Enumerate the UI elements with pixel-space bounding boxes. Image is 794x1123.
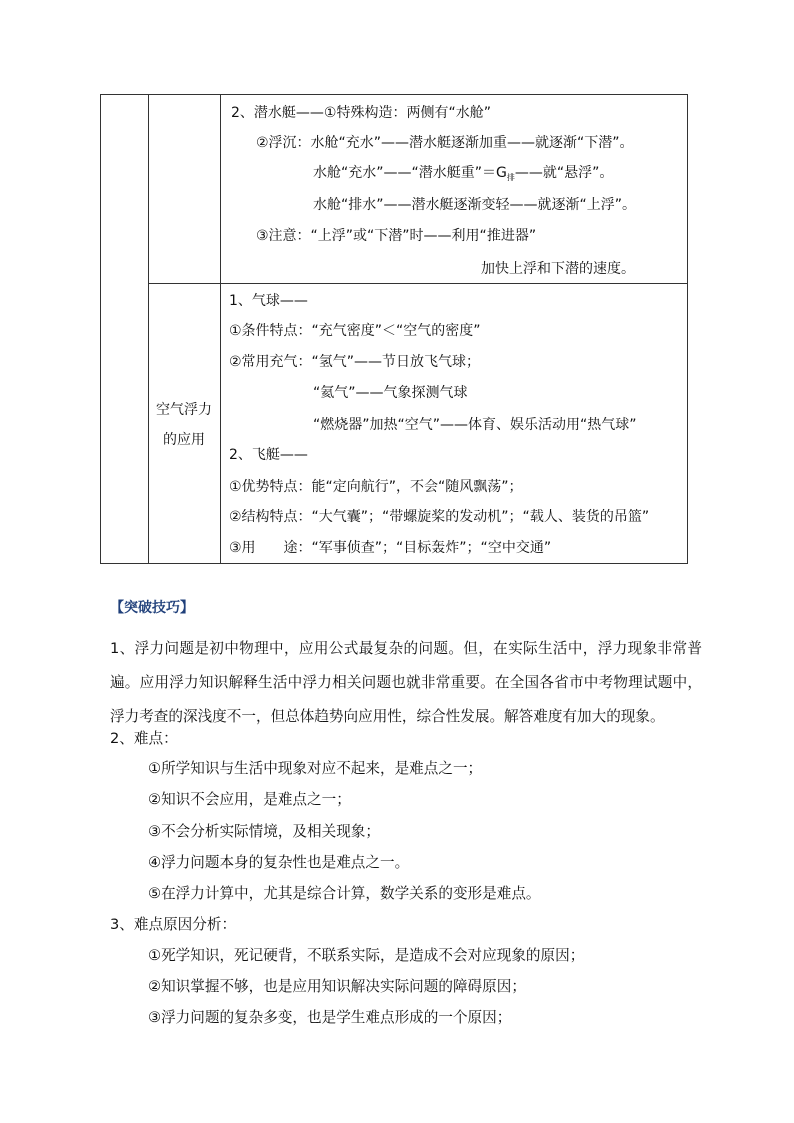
- item-3-point-2: ②知识掌握不够，也是应用知识解决实际问题的障碍原因；: [148, 978, 526, 995]
- knowledge-table: [100, 94, 688, 564]
- subscript-pai: 排: [506, 173, 515, 182]
- row-label-line-2: 的应用: [163, 432, 205, 448]
- table-divider-col2: [220, 95, 221, 563]
- submarine-line-1: 2、潜水艇——①特殊构造：两侧有“水舱”: [231, 105, 491, 121]
- table-divider-col1: [148, 95, 149, 563]
- paragraph-1: 1、浮力问题是初中物理中，应用公式最复杂的问题。但，在实际生活中，浮力现象非常普遍。应用浮力知识解释生活中浮力相关问题也就非常重要。在全国各省市中考物理试题中，浮力考查的深浅度不一，但总体趋势向应用性，综合性发展。解答难度有加大的现象。: [110, 640, 702, 725]
- submarine-line-6: 加快上浮和下潜的速度。: [481, 261, 635, 277]
- submarine-line-5: ③注意：“上浮”或“下潜”时——利用“推进器”: [256, 228, 537, 244]
- item-2-point-3: ③不会分析实际情境，及相关现象；: [148, 823, 380, 840]
- table-divider-row: [148, 283, 687, 284]
- air-line-1: 1、气球——: [229, 293, 308, 309]
- item-3-point-1: ①死学知识，死记硬背，不联系实际，是造成不会对应现象的原因；: [148, 947, 585, 964]
- item-2-title: 2、难点：: [110, 730, 178, 747]
- air-line-4: “氦气”——气象探测气球: [313, 385, 468, 401]
- item-2-point-1: ①所学知识与生活中现象对应不起来，是难点之一；: [148, 760, 483, 777]
- air-line-5: “燃烧器”加热“空气”——体育、娱乐活动用“热气球”: [313, 417, 637, 433]
- item-2-point-5: ⑤在浮力计算中，尤其是综合计算，数学关系的变形是难点。: [148, 885, 541, 902]
- air-line-2: ①条件特点：“充气密度”＜“空气的密度”: [229, 323, 481, 339]
- item-3-point-3: ③浮力问题的复杂多变，也是学生难点形成的一个原因；: [148, 1009, 512, 1026]
- row-label-line-1: 空气浮力: [156, 402, 212, 418]
- air-line-9: ③用 途：“军事侦查”；“目标轰炸”；“空中交通”: [229, 540, 552, 556]
- item-3-title: 3、难点原因分析：: [110, 916, 237, 933]
- submarine-line-2: ②浮沉：水舱“充水”——潜水艇逐渐加重——就逐渐“下潜”。: [256, 135, 634, 151]
- item-2-point-4: ④浮力问题本身的复杂性也是难点之一。: [148, 854, 410, 871]
- submarine-line-3-tail: ——就“悬浮”。: [514, 165, 614, 181]
- air-line-8: ②结构特点：“大气囊”；“带螺旋桨的发动机”；“载人、装货的吊篮”: [229, 509, 650, 525]
- air-line-6: 2、飞艇——: [229, 447, 308, 463]
- submarine-line-3: [313, 163, 613, 188]
- item-2-point-2: ②知识不会应用，是难点之一；: [148, 791, 351, 808]
- air-line-7: ①优势特点：能“定向航行”，不会“随风飘荡”；: [229, 479, 523, 495]
- submarine-line-3-text: 水舱“充水”——“潜水艇重”＝G: [313, 165, 507, 181]
- air-line-3: ②常用充气：“氢气”——节日放飞气球；: [229, 354, 481, 370]
- section-heading: 【突破技巧】: [110, 600, 194, 616]
- submarine-line-4: 水舱“排水”——潜水艇逐渐变轻——就逐渐“上浮”。: [313, 197, 637, 213]
